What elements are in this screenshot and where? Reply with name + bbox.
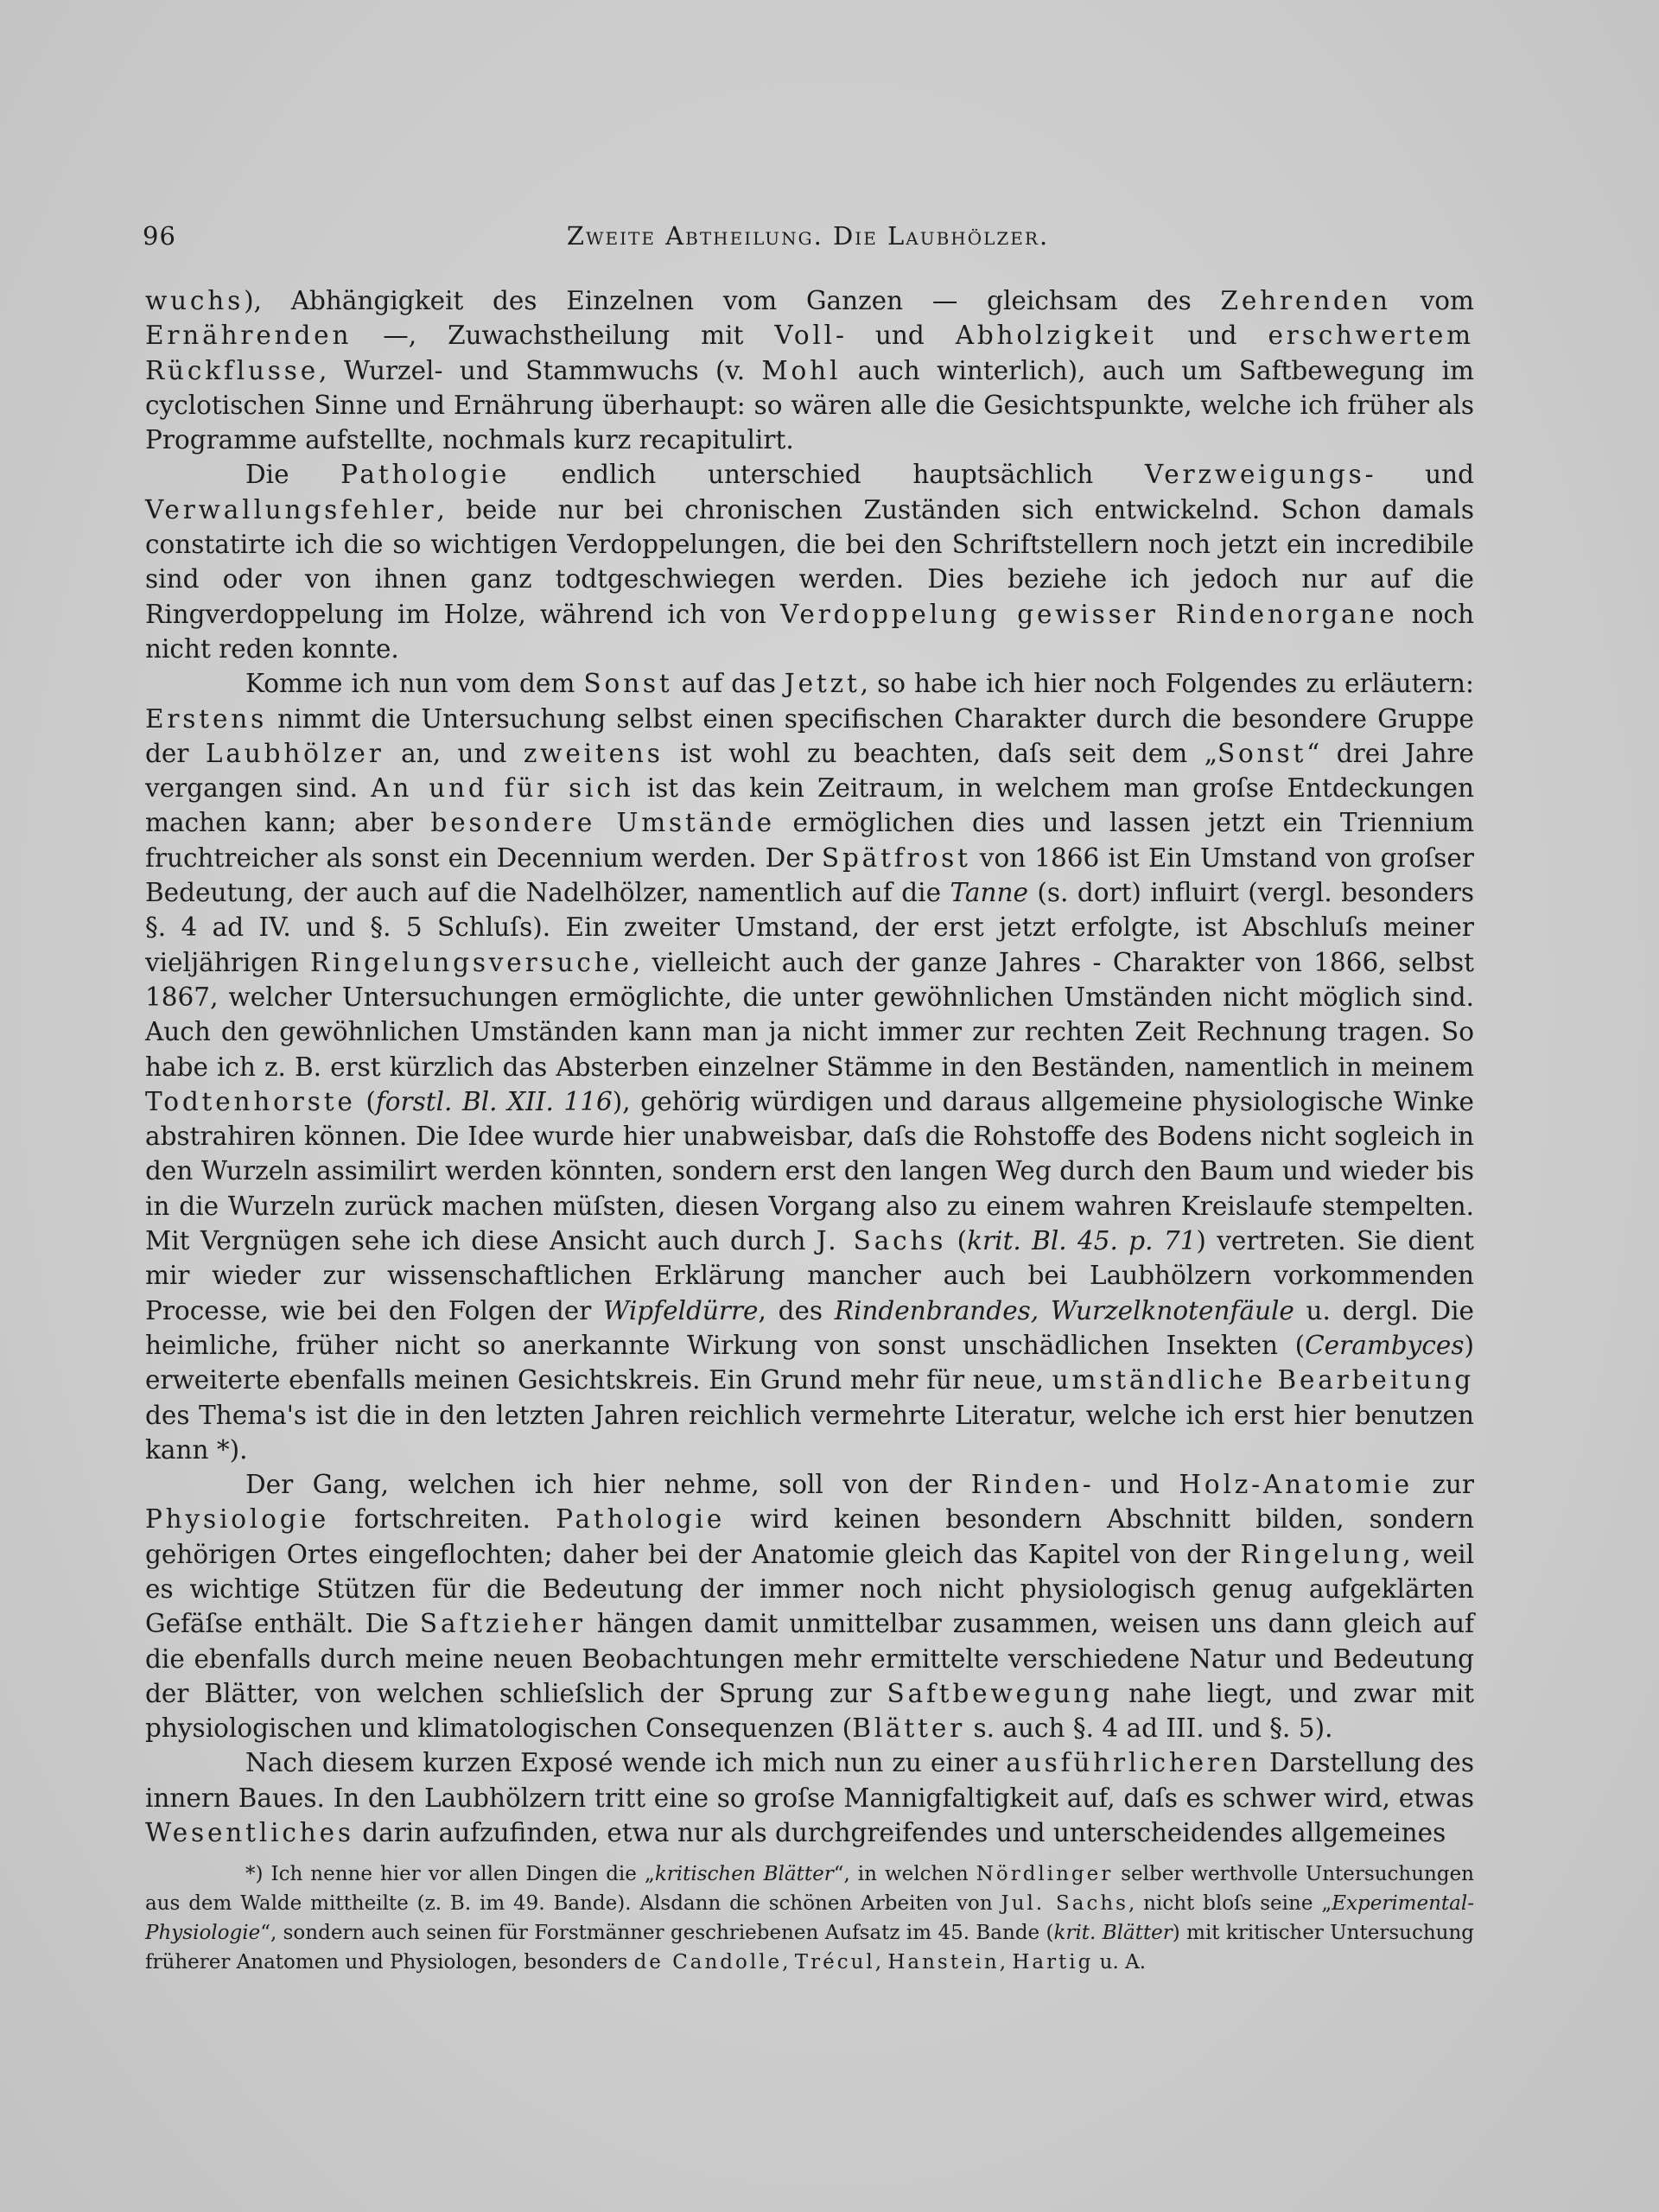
- spaced-emphasis: Nördlinger: [976, 1863, 1114, 1885]
- text-run: nahe liegt, und zwar mit physiologischen und klimatologischen Consequenzen (: [145, 1678, 1474, 1744]
- spaced-emphasis: Ringelung: [1240, 1539, 1403, 1569]
- text-run: , beide nur bei chronischen Zuständen sich entwickelnd. Schon damals constatirte ich die so wichtigen Verdoppelungen, die bei den Schriftstellern noch jetzt ein incredibile sind oder von ihnen ganz todtgeschwiegen werden. Dies beziehe ich jedoch nur auf die Ringverdoppelung im Holze, während ich von: [145, 494, 1474, 629]
- text-run: ist wohl zu beachten, daſs seit dem „: [663, 738, 1218, 768]
- spaced-emphasis: Wesentliches: [145, 1818, 354, 1848]
- paragraph: [145, 666, 1474, 1467]
- spaced-emphasis: Zehrenden: [1220, 286, 1391, 315]
- spaced-emphasis: erschwertem Rückflusse: [145, 321, 1474, 385]
- text-run: ) mit kritischer Untersuchung früherer Anatomen und Physiologen, besonders: [145, 1922, 1474, 1974]
- text-run: (: [355, 1086, 376, 1116]
- spaced-emphasis: Saftzieher: [419, 1609, 586, 1639]
- paragraph: [145, 283, 1474, 457]
- text-run: Die: [245, 460, 341, 490]
- text-run: ), gehörig würdigen und daraus allgemeine physiologische Winke abstrahiren können. Die Idee wurde hier unabweisbar, daſs die Rohstoffe des Bodens nicht sogleich in den Wurzeln assimilirt werden könnten, sondern erst den langen Weg durch den Baum und wieder bis in die Wurzeln zurück machen müſsten, diesen Vorgang also zu einem wahren Kreislaufe stempelten. Mit Vergnügen sehe ich diese Ansicht auch durch: [145, 1086, 1475, 1256]
- spaced-emphasis: Jetzt: [784, 669, 861, 699]
- body-text: [145, 283, 1474, 1850]
- text-run: ,: [999, 1951, 1013, 1974]
- italic-emphasis: Rindenbrandes, Wurzelknotenfäule: [834, 1295, 1294, 1325]
- spaced-emphasis: besondere Umstände: [430, 808, 775, 838]
- spaced-emphasis: An und für sich: [371, 773, 634, 804]
- text-run: vom: [1390, 286, 1475, 315]
- text-run: ) vertreten. Sie dient mir wieder zur wissenschaftlichen Erklärung mancher auch bei Laubhölzern vorkommenden Processe, wie bei den Folgen der: [145, 1226, 1474, 1325]
- text-run: “, in welchen: [833, 1863, 976, 1885]
- text-run: , des: [758, 1295, 835, 1325]
- spaced-emphasis: Saftbewegung: [887, 1678, 1113, 1708]
- text-run: an, und: [384, 738, 524, 768]
- text-run: Darstellung des innern Baues. In den Laubhölzern tritt eine so groſse Mannigfaltigkeit auf, daſs es schwer wird, etwas: [145, 1748, 1475, 1813]
- text-run: Komme ich nun vom dem: [245, 669, 584, 699]
- text-run: fortschreiten.: [329, 1504, 556, 1535]
- italic-emphasis: kritischen Blätter: [654, 1863, 834, 1885]
- text-run: darin aufzufinden, etwa nur als durchgreifendes und unterscheidendes allgemeines: [353, 1818, 1446, 1848]
- text-run: u. A.: [1093, 1951, 1147, 1974]
- spaced-emphasis: Sonst: [583, 669, 673, 699]
- text-run: endlich unterschied hauptsächlich: [510, 460, 1145, 490]
- text-run: - und: [1082, 1470, 1179, 1500]
- spaced-emphasis: Jul. Sachs: [1001, 1892, 1128, 1915]
- spaced-emphasis: Verdoppelung gewisser Rindenorgane: [779, 599, 1398, 629]
- spaced-emphasis: Erstens: [145, 703, 268, 734]
- spaced-emphasis: Verwallungsfehler: [145, 494, 437, 524]
- spaced-emphasis: de Candolle: [633, 1951, 783, 1974]
- text-run: Nach diesem kurzen Exposé wende ich mich nun zu einer: [245, 1748, 1007, 1778]
- text-run: nimmt die Untersuchung selbst einen specifischen Charakter durch die besondere Gruppe der: [145, 703, 1474, 768]
- spaced-emphasis: Hanstein: [887, 1951, 1000, 1974]
- spaced-emphasis: Sonst: [1217, 738, 1307, 768]
- paragraph: [145, 457, 1474, 666]
- spaced-emphasis: Pathologie: [340, 460, 511, 490]
- spaced-emphasis: wuchs: [145, 286, 245, 315]
- spaced-emphasis: Hartig: [1012, 1951, 1094, 1974]
- spaced-emphasis: Spätfrost: [821, 842, 971, 873]
- text-run: ermöglichen dies und lassen jetzt ein Triennium fruchtreicher als sonst ein Decennium werden. Der: [145, 808, 1475, 873]
- spaced-emphasis: Abholzigkeit: [955, 321, 1157, 351]
- page-header: [143, 221, 1473, 256]
- text-run: ist das kein Zeitraum, in welchem man groſse Entdeckungen machen kann; aber: [145, 773, 1474, 838]
- text-run: u. dergl. Die heimliche, früher nicht so anerkannte Wirkung von sonst unschädlichen Insekten (: [145, 1295, 1474, 1360]
- text-run: —, Zuwachstheilung mit: [352, 321, 775, 351]
- spaced-emphasis: Ernährenden: [145, 321, 353, 351]
- text-run: (: [946, 1226, 968, 1256]
- spaced-emphasis: Ringelungsversuche: [310, 947, 632, 977]
- italic-emphasis: krit. Blätter: [1053, 1922, 1173, 1944]
- spaced-emphasis: Trécul: [794, 1951, 875, 1974]
- spaced-emphasis: Laubhölzer: [205, 738, 385, 768]
- page-number: 96: [143, 221, 176, 251]
- text-run: des Thema's ist die in den letzten Jahren reichlich vermehrte Literatur, welche ich erst hier benutzen kann *).: [145, 1400, 1474, 1465]
- spaced-emphasis: Holz-Anatomie: [1179, 1470, 1413, 1500]
- spaced-emphasis: J. Sachs: [816, 1226, 947, 1256]
- text-run: noch nicht reden konnte.: [145, 599, 1474, 664]
- italic-emphasis: Cerambyces: [1305, 1330, 1465, 1360]
- running-title: Zweite Abtheilung. Die Laubhölzer.: [566, 221, 1050, 251]
- text-run: selber werthvolle Untersuchungen aus dem Walde mittheilte (z. B. im 49. Bande). Alsdann die schönen Arbeiten von: [145, 1863, 1474, 1915]
- footnote: [145, 1859, 1474, 1977]
- text-run: , vielleicht auch der ganze Jahres - Charakter von 1866, selbst 1867, welcher Untersuchungen ermöglichte, die unter gewöhnlichen Umständen nicht möglich sind. Auch den gewöhnlichen Umständen kann man ja nicht immer zur rechten Zeit Rechnung tragen. So habe ich z. B. erst kürzlich das Absterben einzelner Stämme in den Beständen, namentlich in meinem: [145, 947, 1475, 1082]
- text-run: ), Abhängigkeit des Einzelnen vom Ganzen — gleichsam des: [244, 286, 1221, 315]
- spaced-emphasis: Blätter: [852, 1713, 966, 1744]
- text-run: zur: [1413, 1470, 1474, 1500]
- text-run: auch winterlich), auch um Saftbewegung im cyclotischen Sinne und Ernährung überhaupt: so wären alle die Gesichtspunkte, welche ich früher als Programme aufstellte, nochmals kurz recapitulirt.: [145, 355, 1475, 455]
- text-run: ) erweiterte ebenfalls meinen Gesichtskreis. Ein Grund mehr für neue,: [145, 1330, 1474, 1395]
- spaced-emphasis: umständliche Bearbeitung: [1052, 1365, 1474, 1395]
- text-run: , so habe ich hier noch Folgendes zu erläutern:: [860, 669, 1474, 699]
- text-run: , Wurzel- und Stammwuchs (v.: [319, 355, 762, 385]
- spaced-emphasis: Todtenhorste: [145, 1086, 356, 1116]
- text-run: , nicht bloſs seine „: [1128, 1892, 1332, 1915]
- text-run: - und: [1364, 460, 1474, 490]
- italic-emphasis: krit. Bl. 45. p. 71: [967, 1226, 1197, 1256]
- paragraph: [145, 1745, 1474, 1850]
- text-run: - und: [835, 321, 956, 351]
- text-run: *) Ich nenne hier vor allen Dingen die „: [245, 1863, 655, 1885]
- text-run: hängen damit unmittelbar zusammen, weisen uns dann gleich auf die ebenfalls durch meine neuen Beobachtungen mehr ermittelte verschiedene Natur und Bedeutung der Blätter, von welchen schlieſslich der Sprung zur: [145, 1609, 1474, 1708]
- spaced-emphasis: Mohl: [761, 355, 842, 385]
- text-run: “ drei Jahre vergangen sind.: [145, 738, 1475, 804]
- spaced-emphasis: Verzweigungs: [1144, 460, 1365, 490]
- spaced-emphasis: zweitens: [523, 738, 664, 768]
- text-run: “, sondern auch seinen für Forstmänner geschriebenen Aufsatz im 45. Bande (: [260, 1922, 1054, 1944]
- text-run: von 1866 ist Ein Umstand von groſser Bedeutung, der auch auf die Nadelhölzer, namentlich auf die: [145, 842, 1474, 908]
- text-run: Der Gang, welchen ich hier nehme, soll von der: [245, 1470, 971, 1500]
- spaced-emphasis: ausführlicheren: [1006, 1748, 1262, 1778]
- spaced-emphasis: Pathologie: [556, 1504, 726, 1535]
- spaced-emphasis: Voll: [774, 321, 836, 351]
- text-run: s. auch §. 4 ad III. und §. 5).: [965, 1713, 1333, 1744]
- spaced-emphasis: Physiologie: [145, 1504, 330, 1535]
- italic-emphasis: forstl. Bl. XII. 116: [375, 1086, 613, 1116]
- text-run: auf das: [672, 669, 785, 699]
- text-run: ,: [782, 1951, 795, 1974]
- text-run: (s. dort) influirt (vergl. besonders §. 4 ad IV. und §. 5 Schluſs). Ein zweiter Umstand, der erst jetzt erfolgte, ist Abschluſs meiner vieljährigen: [145, 878, 1474, 977]
- text-run: ,: [874, 1951, 888, 1974]
- italic-emphasis: Wipfeldürre: [603, 1295, 759, 1325]
- paragraph: [145, 1467, 1474, 1745]
- text-run: , weil es wichtige Stützen für die Bedeutung der immer noch nicht physiologisch genug aufgeklärten Gefäſse enthält. Die: [145, 1539, 1474, 1639]
- text-run: und: [1156, 321, 1268, 351]
- text-run: wird keinen besondern Abschnitt bilden, sondern gehörigen Ortes eingeflochten; daher bei der Anatomie gleich das Kapitel von der: [145, 1504, 1475, 1569]
- spaced-emphasis: Rinden: [970, 1470, 1083, 1500]
- italic-emphasis: Experimental-Physiologie: [145, 1892, 1474, 1944]
- italic-emphasis: Tanne: [950, 878, 1028, 908]
